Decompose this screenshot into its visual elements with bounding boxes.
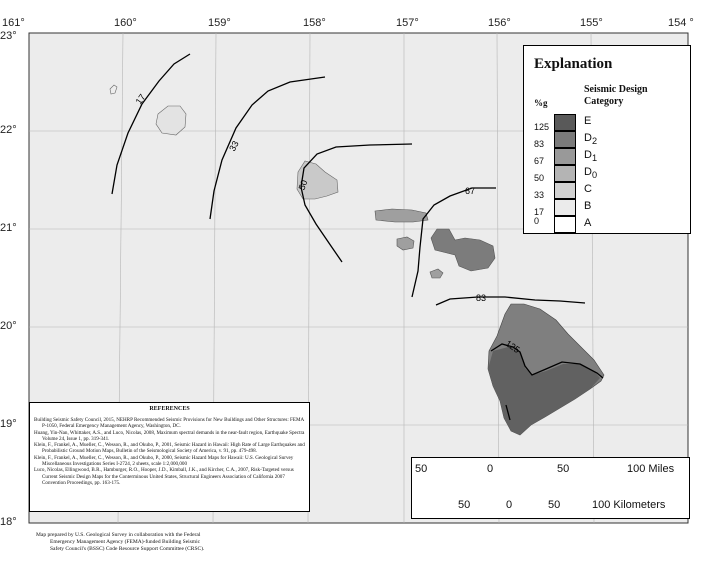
legend-value: 33	[534, 190, 545, 200]
latitude-label: 18°	[0, 516, 17, 528]
legend-category: C	[584, 183, 592, 195]
explanation-title: Explanation	[534, 56, 613, 72]
scale-miles-label: 50	[415, 463, 428, 475]
scale-km-label: 50	[548, 499, 561, 511]
legend-category: $D_1$	[584, 149, 598, 164]
latitude-label: 23°	[0, 30, 17, 42]
reference-entry: Klein, F., Frankel, A., Mueller, C., Wesson, R., and Okubo, P., 2001, Seismic Hazard in Hawaii: High Rate of Large Earthquakes and Probabilistic Ground Motion Maps, Bulletin of the Seismological Society of America, v. 91, pp. 479-498.	[34, 442, 305, 455]
legend-swatch-e	[554, 114, 576, 131]
legend-category: B	[584, 200, 592, 212]
reference-entry: Building Seismic Safety Council, 2015, NEHRP Recommended Seismic Provisions for New Buildings and Other Structures: FEMA P-1050, Federal Emergency Management Agency, Washington, DC.	[34, 417, 304, 430]
scale-km-label: 0	[506, 499, 513, 511]
legend-value: 17	[534, 207, 545, 217]
longitude-label: 158°	[303, 17, 326, 29]
longitude-label: 156°	[488, 17, 511, 29]
longitude-label: 154 °	[668, 17, 694, 29]
legend-value: 67	[534, 156, 545, 166]
legend-swatch-c	[554, 182, 576, 199]
credit-line: Emergency Management Agency (FEMA)-funded Building Seismic	[50, 539, 201, 545]
longitude-label: 157°	[396, 17, 419, 29]
scale-km-label: 100 Kilometers	[592, 499, 666, 511]
credit-line: Safety Council's (BSSC) Code Resource Support Committee (CRSC).	[50, 546, 205, 552]
legend-swatch-a	[554, 216, 576, 233]
latitude-label: 22°	[0, 124, 17, 136]
latitude-label: 19°	[0, 418, 17, 430]
reference-entry: Klein, F., Frankel, A., Mueller, C., Wesson, R., and Okubo, P., 2000, Seismic Hazard Maps for Hawaii: U.S. Geological Survey Miscellaneous Investigations Series I-2724, 2 sheets, scale 1:2,000,000	[34, 454, 294, 468]
scale-miles-label: 0	[487, 463, 494, 475]
map-credit	[36, 532, 266, 553]
contour-label-83: 83	[476, 293, 487, 303]
scale-miles-label: 50	[557, 463, 570, 475]
credit-line: Map prepared by U.S. Geological Survey in collaboration with the Federal	[36, 532, 201, 538]
legend-swatch-b	[554, 199, 576, 216]
legend-category: $D_0$	[584, 166, 598, 181]
legend-value: 125	[534, 122, 550, 132]
longitude-label: 160°	[114, 17, 137, 29]
longitude-label: 159°	[208, 17, 231, 29]
longitude-label: 155°	[580, 17, 603, 29]
contour-label-50: 50	[296, 178, 310, 192]
references-box	[29, 402, 310, 512]
scale-bar	[411, 457, 690, 519]
scale-km-label: 50	[458, 499, 471, 511]
legend-category: $D_2$	[584, 132, 598, 147]
contour-label-33: 33	[227, 139, 241, 153]
references-title: REFERENCES	[149, 406, 190, 412]
legend-swatch-d1	[554, 148, 576, 165]
latitude-label: 21°	[0, 222, 17, 234]
contour-label-125: 125	[503, 338, 522, 356]
explanation-legend	[523, 45, 691, 234]
legend-value: 50	[534, 173, 545, 183]
legend-swatch-d0	[554, 165, 576, 182]
legend-category: E	[584, 115, 592, 127]
reference-entry: Huang, Yin-Nan, Whittaker, A.S., and Luco, Nicolas, 2008, Maximum spectral demands in the near-fault region, Earthquake Spectra Volume 24, Issue 1, pp. 319-341.	[34, 429, 305, 442]
legend-swatch-d2	[554, 131, 576, 148]
latitude-label: 20°	[0, 320, 17, 332]
legend-category: A	[584, 217, 592, 229]
legend-value: 83	[534, 139, 545, 149]
contour-label-67: 67	[465, 186, 476, 196]
longitude-label: 161°	[2, 17, 25, 29]
scale-miles-label: 100 Miles	[627, 463, 675, 475]
contour-label-17: 17	[133, 92, 148, 107]
reference-entry: Luco, Nicolas, Ellingwood, B.R., Hamburger, R.O., Hooper, J.D., Kimball, J.K., and Kircher, C.A., 2007, Risk-Targeted versus Current Seismic Design Maps for the Conterminous United States, Structural Engineers Association of California 2007 Convention Proceedings, pp. 163-175.	[34, 467, 294, 486]
unit-label: %g	[534, 98, 548, 108]
seismic-design-category-title: Seismic Design Category	[584, 84, 648, 107]
legend-value: 0	[534, 216, 540, 226]
